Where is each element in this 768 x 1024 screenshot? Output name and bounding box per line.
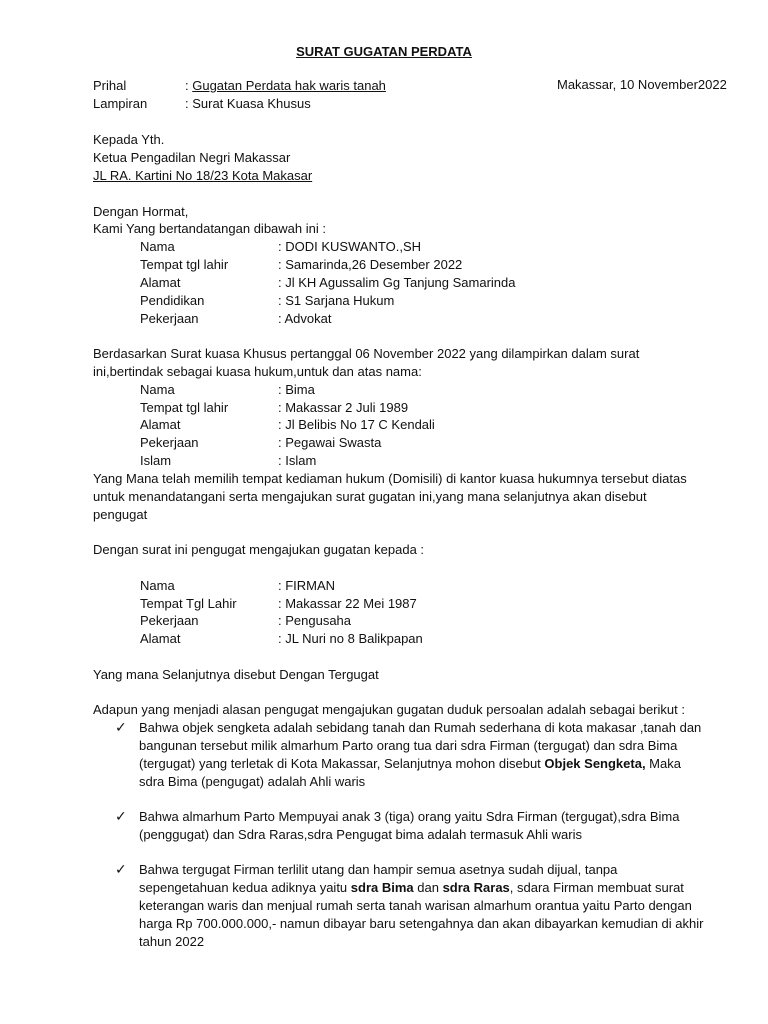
field-value: : Makassar 2 Juli 1989 bbox=[278, 400, 409, 415]
reason-text: (tergugat) yang terletak di Kota Makassar, Selanjutnya mohon disebut bbox=[139, 756, 545, 771]
signer-field bbox=[140, 238, 421, 256]
field-key: Pekerjaan bbox=[140, 311, 199, 326]
lampiran-row bbox=[93, 95, 311, 113]
field-key: Tempat Tgl Lahir bbox=[140, 596, 237, 611]
reason-3-line-4: harga Rp 700.000.000,- namun dibayar baru setengahnya dan akan dibayarkan kemudian di akhir bbox=[139, 916, 704, 931]
field-value: : Pengusaha bbox=[278, 613, 352, 628]
letter-title: SURAT GUGATAN PERDATA bbox=[296, 44, 472, 59]
reason-bold-text: Objek Sengketa, bbox=[544, 756, 646, 771]
reason-2-line-2: (penggugat) dan Sdra Raras,sdra Pengugat bima adalah termasuk Ahli waris bbox=[139, 827, 582, 842]
field-value: : FIRMAN bbox=[278, 578, 336, 593]
defendant-field bbox=[140, 612, 351, 630]
field-key: Pekerjaan bbox=[140, 613, 199, 628]
checkmark-icon: ✓ bbox=[115, 719, 127, 735]
field-key: Alamat bbox=[140, 631, 181, 646]
reason-text: dan bbox=[413, 880, 443, 895]
field-key: Tempat tgl lahir bbox=[140, 400, 229, 415]
defendant-field bbox=[140, 577, 335, 595]
field-value: : Makassar 22 Mei 1987 bbox=[278, 596, 417, 611]
reason-text: sepengetahuan kedua adiknya yaitu bbox=[139, 880, 351, 895]
field-key: Alamat bbox=[140, 417, 181, 432]
authority-line-1: Berdasarkan Surat kuasa Khusus pertanggal 06 November 2022 yang dilampirkan dalam surat bbox=[93, 346, 640, 361]
defendant-field bbox=[140, 630, 423, 648]
field-key: Nama bbox=[140, 382, 175, 397]
field-value: : Bima bbox=[278, 382, 315, 397]
signer-field bbox=[140, 274, 516, 292]
prihal-colon: : bbox=[185, 78, 193, 93]
field-key: Tempat tgl lahir bbox=[140, 257, 229, 272]
reason-3-line-1: Bahwa tergugat Firman terlilit utang dan hampir semua asetnya sudah dijual, tanpa bbox=[139, 862, 618, 877]
client-field bbox=[140, 416, 435, 434]
reason-bold-text: sdra Bima bbox=[350, 880, 414, 895]
authority-line-2: ini,bertindak sebagai kuasa hukum,untuk dan atas nama: bbox=[93, 364, 422, 379]
reason-1-line-2: bangunan tersebut milik almarhum Parto orang tua dari sdra Firman (tergugat) dan sdra Bima bbox=[139, 738, 678, 753]
reason-1-line-3 bbox=[139, 755, 681, 773]
prihal-row bbox=[93, 77, 386, 95]
field-value: : Advokat bbox=[278, 311, 332, 326]
field-key: Islam bbox=[140, 453, 172, 468]
field-value: : Islam bbox=[278, 453, 317, 468]
recipient-line-1: Kepada Yth. bbox=[93, 132, 165, 147]
field-key: Nama bbox=[140, 239, 175, 254]
against-intro: Dengan surat ini pengugat mengajukan gugatan kepada : bbox=[93, 542, 425, 557]
reason-1-line-4: sdra Bima (pengugat) adalah Ahli waris bbox=[139, 774, 366, 789]
reason-1-line-1: Bahwa objek sengketa adalah sebidang tanah dan Rumah sederhana di kota makasar ,tanah dan bbox=[139, 720, 702, 735]
prihal-value: Gugatan Perdata hak waris tanah bbox=[192, 78, 386, 93]
defendant-note: Yang mana Selanjutnya disebut Dengan Tergugat bbox=[93, 667, 379, 682]
recipient-line-2: Ketua Pengadilan Negri Makassar bbox=[93, 150, 291, 165]
field-value: : JL Nuri no 8 Balikpapan bbox=[278, 631, 423, 646]
field-value: : DODI KUSWANTO.,SH bbox=[278, 239, 422, 254]
lampiran-value: : Surat Kuasa Khusus bbox=[185, 96, 311, 111]
reason-bold-text: sdra Raras bbox=[442, 880, 510, 895]
field-value: : Pegawai Swasta bbox=[278, 435, 382, 450]
reason-2-line-1: Bahwa almarhum Parto Mempuyai anak 3 (tiga) orang yaitu Sdra Firman (tergugat),sdra Bima bbox=[139, 809, 680, 824]
defendant-field bbox=[140, 595, 417, 613]
field-key: Nama bbox=[140, 578, 175, 593]
domicile-line-2: untuk menandatangani serta mengajukan surat gugatan ini,yang mana selanjutnya akan disebut bbox=[93, 489, 647, 504]
recipient-address: JL RA. Kartini No 18/23 Kota Makasar bbox=[93, 168, 313, 183]
intro-line: Kami Yang bertandatangan dibawah ini : bbox=[93, 221, 326, 236]
reason-3-line-2 bbox=[139, 879, 684, 897]
lampiran-label: Lampiran bbox=[93, 96, 148, 111]
reason-text: Maka bbox=[645, 756, 681, 771]
field-value: : Jl Belibis No 17 C Kendali bbox=[278, 417, 435, 432]
signer-field bbox=[140, 310, 331, 328]
reason-3-line-3: keterangan waris dan menjual rumah serta tanah warisan almarhum orantua yaitu Parto dengan bbox=[139, 898, 692, 913]
client-field bbox=[140, 434, 381, 452]
field-key: Alamat bbox=[140, 275, 181, 290]
reason-3-line-5: tahun 2022 bbox=[139, 934, 205, 949]
field-key: Pendidikan bbox=[140, 293, 205, 308]
letter-date: Makassar, 10 November2022 bbox=[557, 77, 727, 92]
client-field bbox=[140, 381, 315, 399]
prihal-label: Prihal bbox=[93, 78, 127, 93]
checkmark-icon: ✓ bbox=[115, 808, 127, 824]
signer-field bbox=[140, 292, 394, 310]
signer-field bbox=[140, 256, 462, 274]
client-field bbox=[140, 399, 408, 417]
client-field bbox=[140, 452, 316, 470]
greeting: Dengan Hormat, bbox=[93, 204, 189, 219]
checkmark-icon: ✓ bbox=[115, 861, 127, 877]
field-value: : S1 Sarjana Hukum bbox=[278, 293, 395, 308]
domicile-line-1: Yang Mana telah memilih tempat kediaman hukum (Domisili) di kantor kuasa hukumnya tersebut diatas bbox=[93, 471, 687, 486]
reasons-intro: Adapun yang menjadi alasan pengugat mengajukan gugatan duduk persoalan adalah sebagai berikut : bbox=[93, 702, 685, 717]
field-value: : Samarinda,26 Desember 2022 bbox=[278, 257, 463, 272]
field-value: : Jl KH Agussalim Gg Tanjung Samarinda bbox=[278, 275, 516, 290]
domicile-line-3: pengugat bbox=[93, 507, 148, 522]
field-key: Pekerjaan bbox=[140, 435, 199, 450]
reason-text: , sdara Firman membuat surat bbox=[509, 880, 684, 895]
